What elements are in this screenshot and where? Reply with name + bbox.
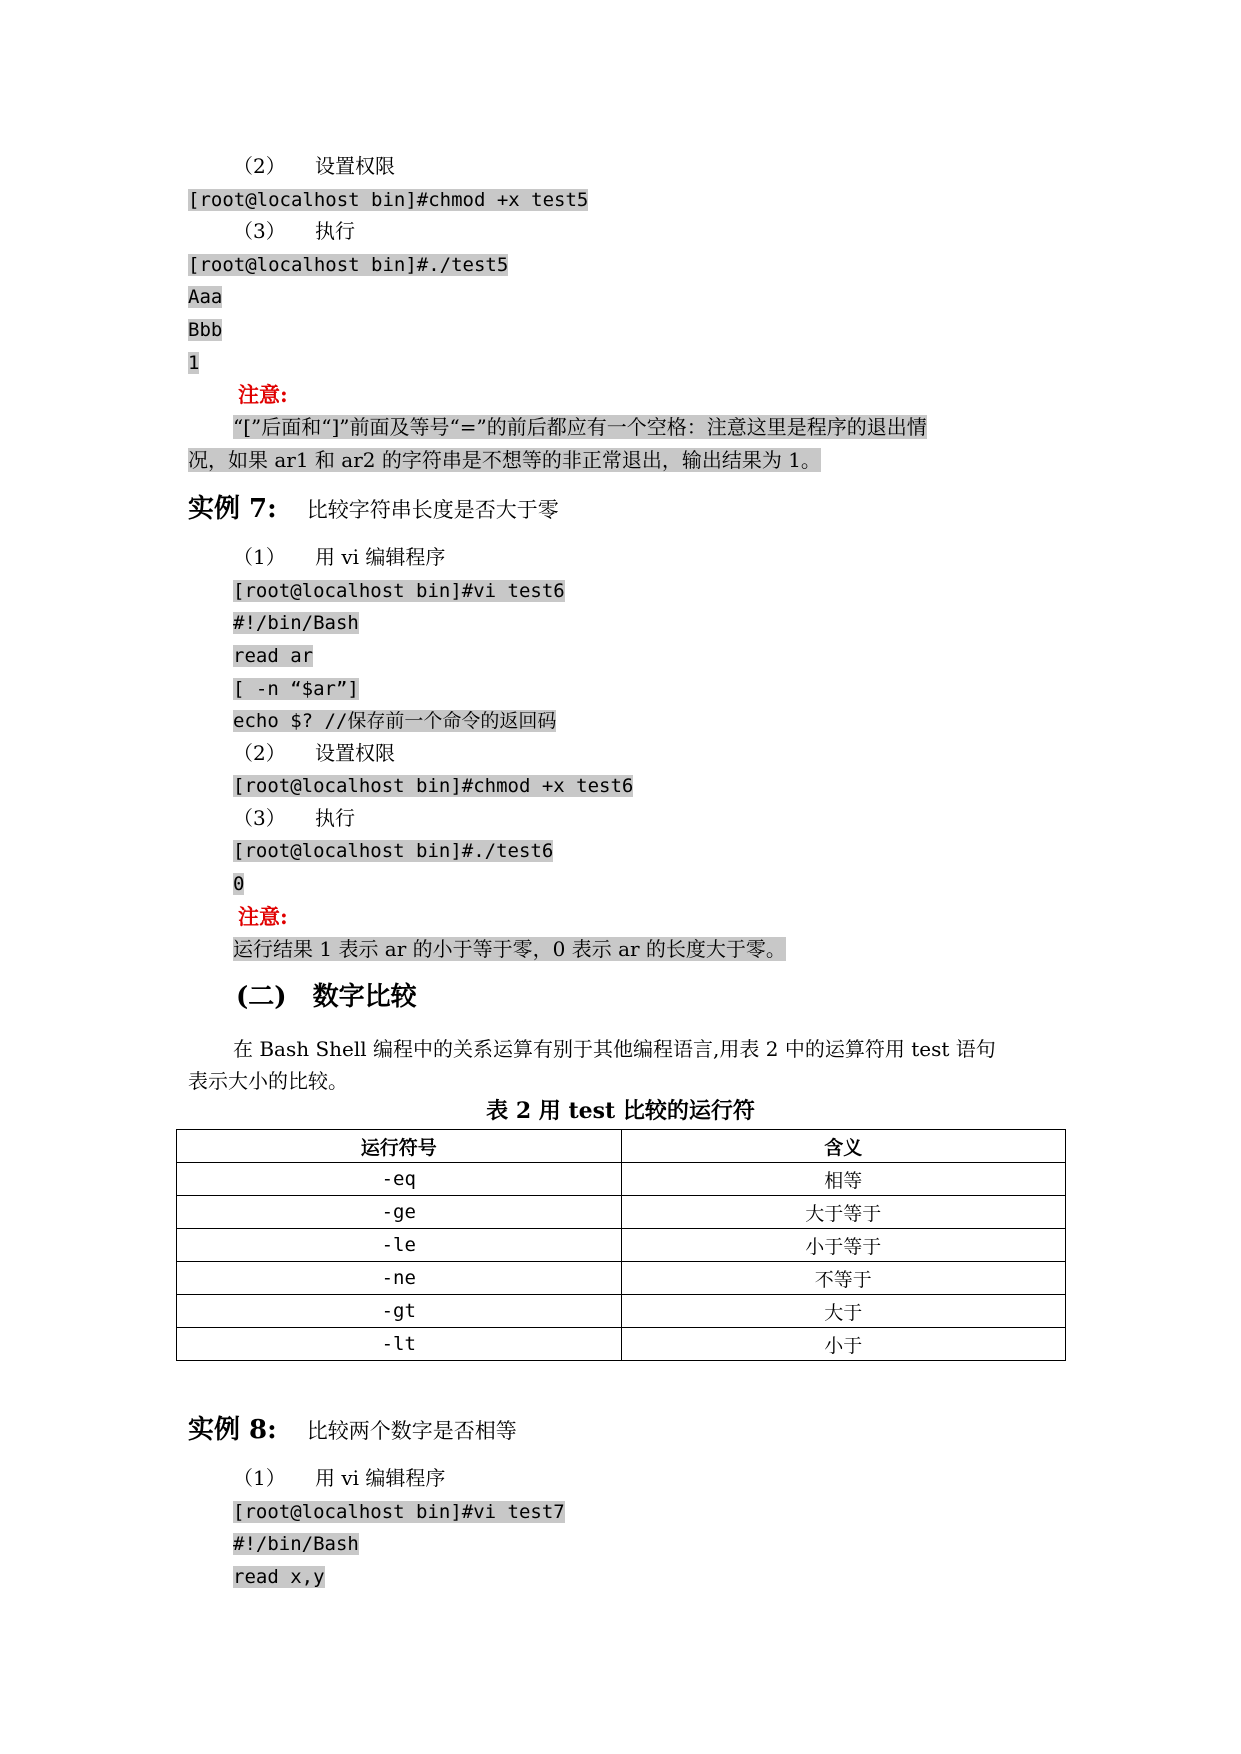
table-cell-meaning: 不等于 [621, 1262, 1066, 1295]
section-heading: (二) 数字比较 [236, 982, 417, 1012]
code-line: [root@localhost bin]#./test5 [188, 254, 509, 276]
note-title: 注意: [238, 382, 288, 407]
table-row [177, 1163, 1066, 1196]
step-label: （1） 用 vi 编辑程序 [233, 545, 446, 569]
table-header-row [177, 1130, 1066, 1163]
output-line: Bbb [188, 319, 223, 341]
table-cell-meaning: 大于等于 [621, 1196, 1066, 1229]
table-header-cell: 运行符号 [177, 1130, 622, 1163]
note-text: 运行结果 1 表示 ar 的小于等于零，0 表示 ar 的长度大于零。 [233, 937, 786, 961]
step-label: （3） 执行 [233, 219, 355, 243]
table-cell-operator: -le [177, 1229, 622, 1262]
table-cell-meaning: 大于 [621, 1295, 1066, 1328]
paragraph-line: 表示大小的比较。 [188, 1069, 348, 1093]
table-row [177, 1262, 1066, 1295]
table-row [177, 1196, 1066, 1229]
table-cell-operator: -eq [177, 1163, 622, 1196]
paragraph-line: 在 Bash Shell 编程中的关系运算有别于其他编程语言,用表 2 中的运算符用 test 语句 [233, 1037, 996, 1061]
table-row [177, 1229, 1066, 1262]
table-caption: 表 2 用 test 比较的运行符 [486, 1098, 755, 1124]
note-text: 况，如果 ar1 和 ar2 的字符串是不想等的非正常退出，输出结果为 1。 [188, 448, 821, 472]
step-label: （1） 用 vi 编辑程序 [233, 1466, 446, 1490]
code-line: [root@localhost bin]#chmod +x test6 [233, 775, 634, 797]
code-line: #!/bin/Bash [233, 612, 359, 634]
note-text: “[”后面和“]”前面及等号“=”的前后都应有一个空格：注意这里是程序的退出情 [233, 415, 927, 439]
step-label: （3） 执行 [233, 806, 355, 830]
table-cell-meaning: 小于 [621, 1328, 1066, 1361]
table-cell-operator: -ge [177, 1196, 622, 1229]
code-line: [root@localhost bin]#vi test7 [233, 1501, 565, 1523]
code-line: read x,y [233, 1566, 325, 1588]
step-label: （2） 设置权限 [233, 154, 395, 178]
operators-table [176, 1129, 1066, 1361]
step-label: （2） 设置权限 [233, 741, 395, 765]
code-line: echo $? //保存前一个命令的返回码 [233, 710, 557, 732]
table-header-cell: 含义 [621, 1130, 1066, 1163]
note-title: 注意: [238, 904, 288, 929]
table-cell-operator: -lt [177, 1328, 622, 1361]
code-line: [root@localhost bin]#./test6 [233, 840, 554, 862]
code-line: #!/bin/Bash [233, 1533, 359, 1555]
table-cell-operator: -ne [177, 1262, 622, 1295]
table-cell-meaning: 小于等于 [621, 1229, 1066, 1262]
code-line: [root@localhost bin]#chmod +x test5 [188, 189, 589, 211]
table-cell-meaning: 相等 [621, 1163, 1066, 1196]
example-heading: 实例 8: 比较两个数字是否相等 [188, 1415, 517, 1445]
output-line: 1 [188, 352, 200, 374]
output-line: Aaa [188, 286, 223, 308]
output-line: 0 [233, 873, 245, 895]
table-row [177, 1295, 1066, 1328]
code-line: read ar [233, 645, 314, 667]
example-heading: 实例 7: 比较字符串长度是否大于零 [188, 494, 559, 524]
table-row [177, 1328, 1066, 1361]
code-line: [root@localhost bin]#vi test6 [233, 580, 565, 602]
table-cell-operator: -gt [177, 1295, 622, 1328]
code-line: [ -n “$ar”] [233, 678, 359, 700]
